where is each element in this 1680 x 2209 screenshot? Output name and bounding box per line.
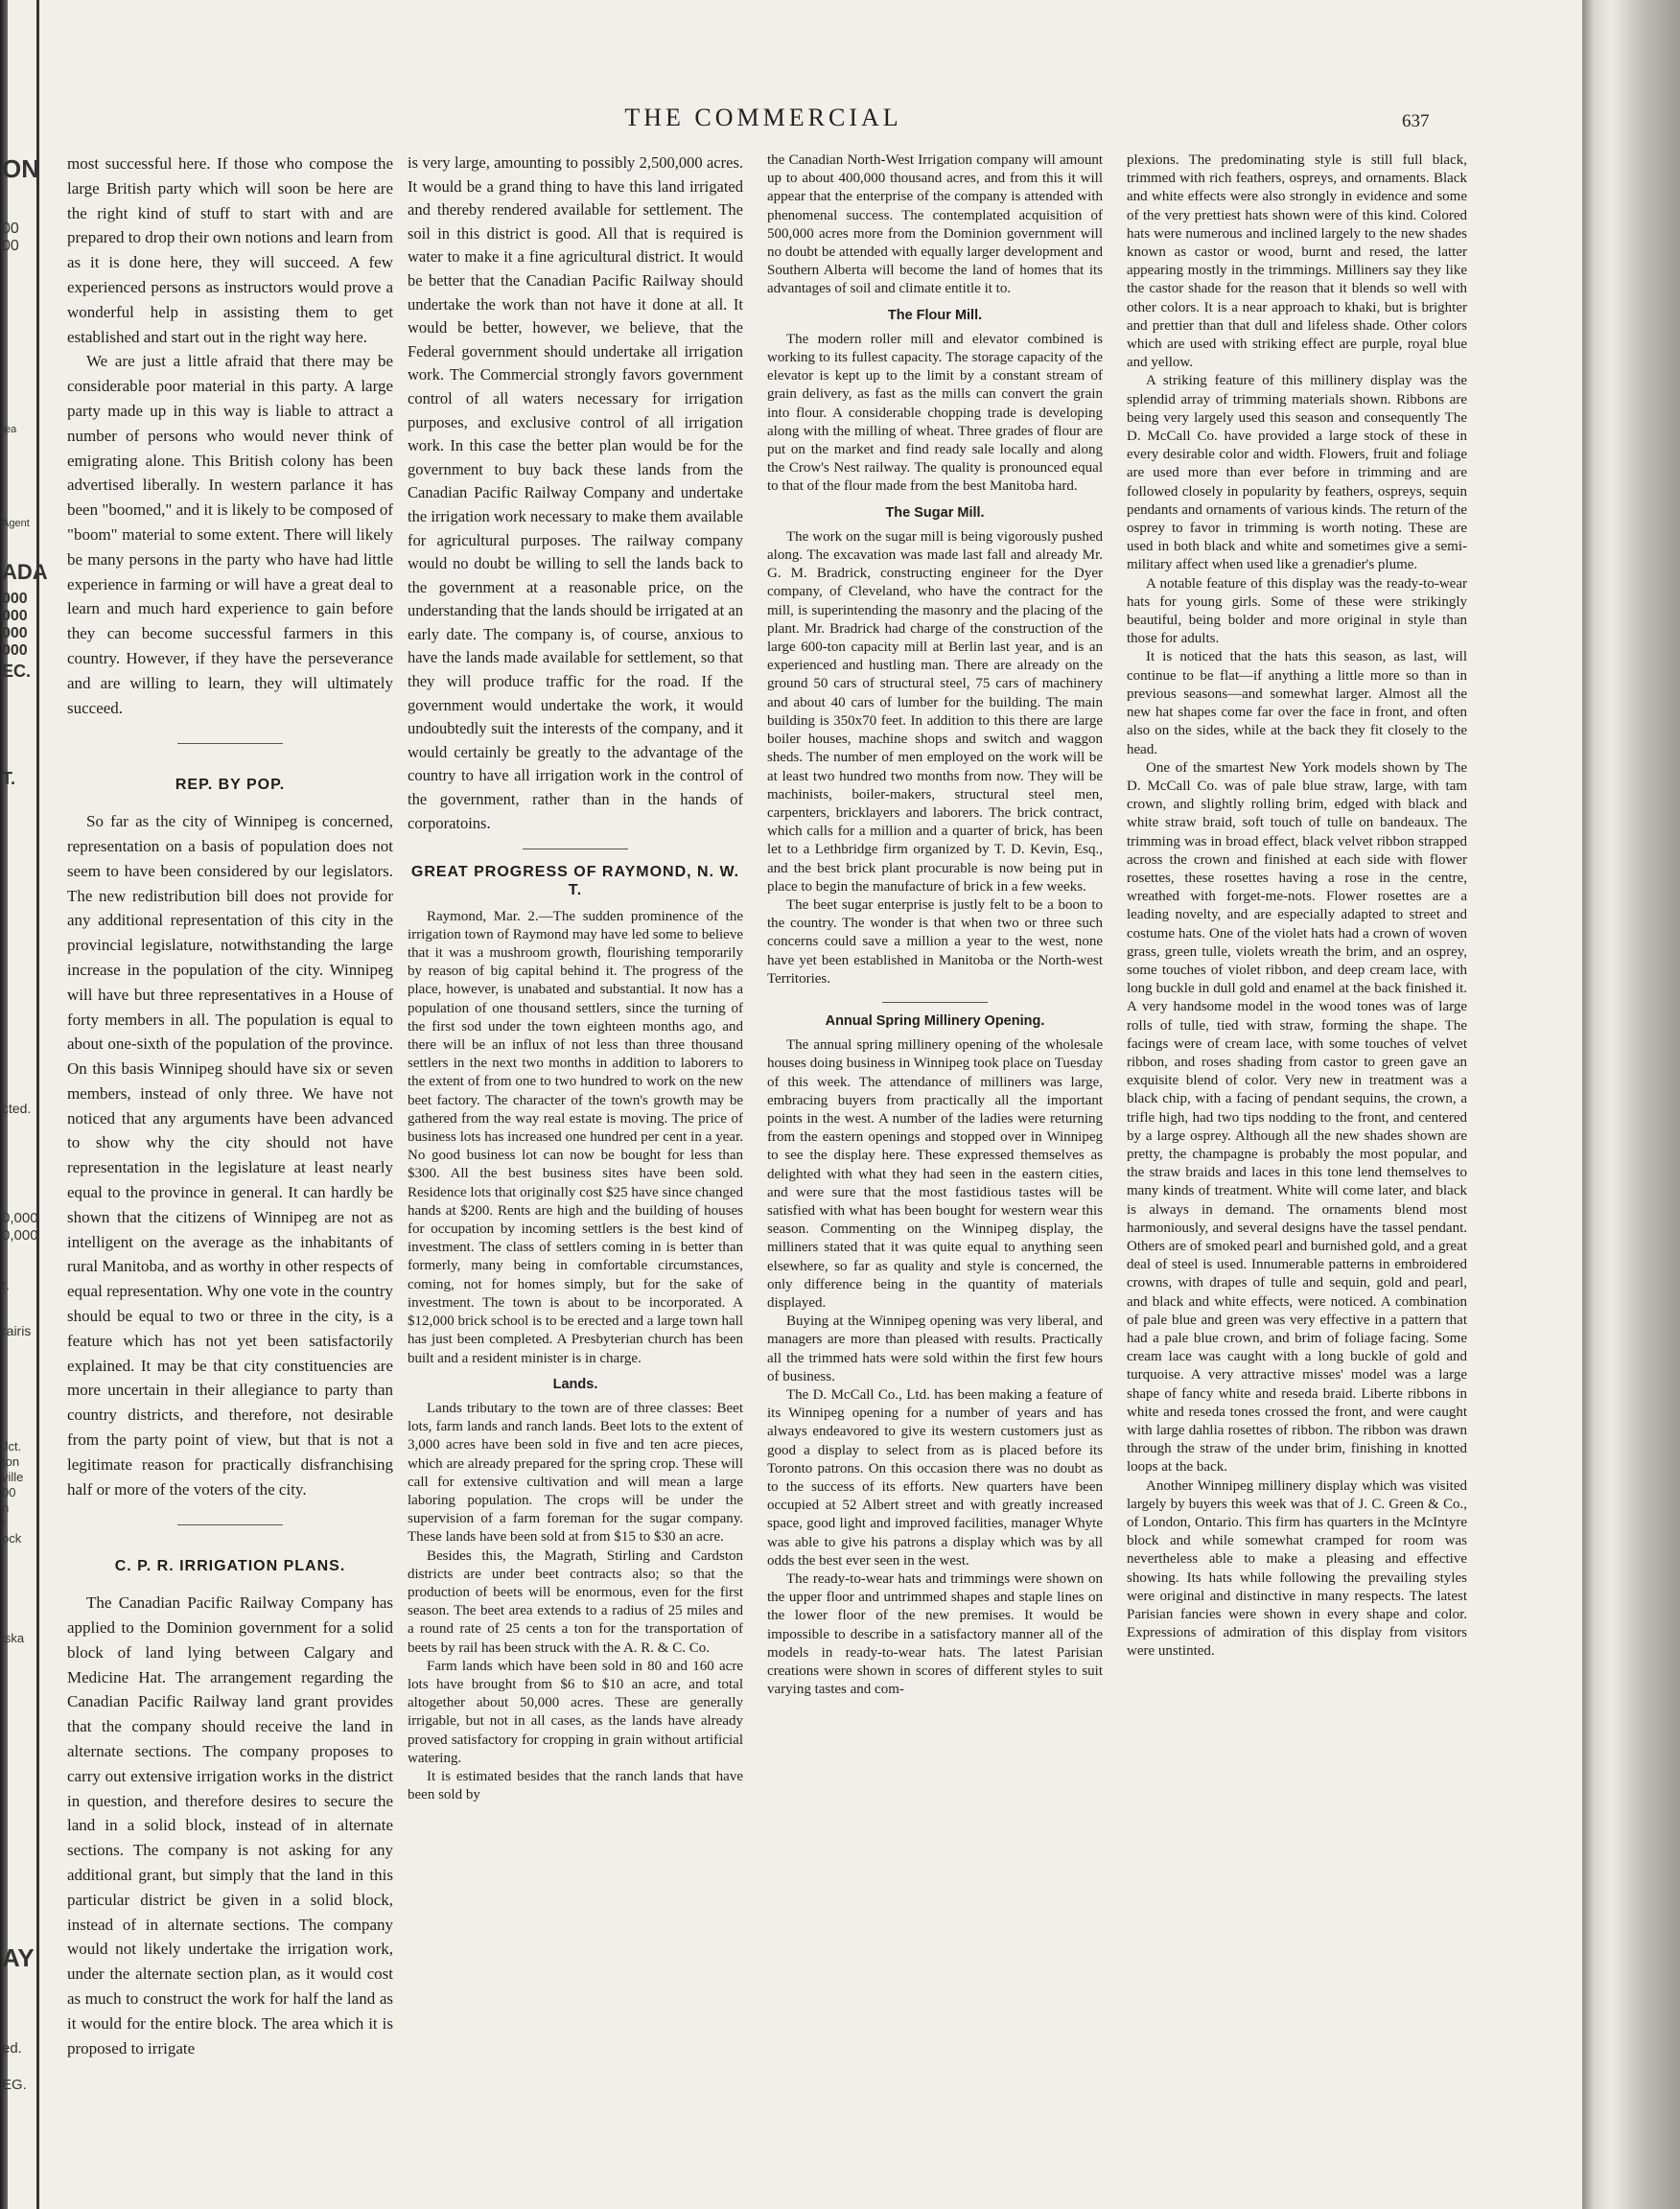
article-paragraph: A striking feature of this millinery display was the splendid array of trimming materials shown. Ribbons are being very largely used this season and consequently The D. McCall Co. have provided a large stock of these in every desirable color and width. Flowers, fruit and foliage are used more than ever before in trimming and are followed closely in popularity by feathers, ospreys, sequin pendants and ornaments of various kinds. The return of the osprey to favor in trimming is worth noting. These are used in both black and white and sometimes give a semi-military affect when used like a grenadier's plume. (1127, 373, 1467, 573)
article-headline: GREAT PROGRESS OF RAYMOND, N. W. T. (410, 864, 740, 899)
margin-fragment: 000 (2, 625, 28, 641)
article-paragraph: The D. McCall Co., Ltd. has been making a feature of its Winnipeg opening for a number of years and has always endeavored to give its western customers just as good a display to select from as is placed before its Toronto patrons. On this occasion there was no doubt as to the success of its efforts. New quarters have been occupied at 52 Albert street and with greatly increased space, good light and improved facilities, manager Whyte was able to give his patrons a display which was by all odds the best ever seen in the west. (767, 1387, 1103, 1569)
margin-fragment: 000 (2, 608, 28, 624)
article-paragraph: The annual spring millinery opening of the wholesale houses doing business in Winnipeg took place on Tuesday of this week. The attendance of milliners was large, embracing buyers from practically all the important points in the west. A number of the ladies were returning from the eastern openings and stopped over in Winnipeg to see the display here. These expressed themselves as delighted with what they had seen in the eastern cities, and were sure that the most fastidious tastes will be satisfied with what has been bought for western wear this season. Commenting on the Winnipeg display, the milliners stated that it was quite equal to anything seen elsewhere, so far as quality and style is concerned, the only difference being in the quantity of materials displayed. (767, 1037, 1103, 1311)
page-number: 637 (1402, 111, 1430, 131)
masthead: THE COMMERCIAL (624, 104, 902, 131)
margin-fragment: 0,000 (2, 1227, 38, 1244)
margin-fragment: tea (2, 424, 17, 435)
margin-fragment: Jct. (2, 1439, 22, 1453)
article-paragraph: Raymond, Mar. 2.—The sudden prominence of the irrigation town of Raymond may have led some to believe that it was a mushroom growth, flourishing temporarily by reason of big capital behind it. The progress of the place, however, is unabated and substantial. It now has a population of one thousand settlers, since the turning of the first sod under the town eighteen months ago, and there will be an influx of not less than three thousand settlers in the next two months in addition to laborers to the extent of from one to two hundred to work on the new beet factory. The character of the town's growth may be gathered from the way real estate is moving. The price of business lots has increased one hundred per cent in a year. No good business lot can now be bought for less than $300. All the best business sites have been sold. Residence lots that originally cost $25 have since changed hands at $200. Rents are high and the building of houses for occupation by incoming settlers is the best kind of investment. The class of settlers coming in is better than formerly, many being in comfortable circumstances, coming, not for homes simply, but for the sake of investment. The town is about to be incorporated. A $12,000 brick school is to be erected and a large town hall has just been completed. A Presbyterian church has been built and a resident minister is in charge. (408, 908, 743, 1366)
margin-fragment: n (2, 1500, 10, 1515)
margin-fragment: iska (2, 1631, 25, 1645)
column-1 (67, 151, 393, 2189)
article-paragraph: It is estimated besides that the ranch lands that have been sold by (408, 1768, 743, 1803)
margin-fragment: ock (2, 1531, 22, 1546)
margin-fragment: r (2, 1516, 7, 1530)
article-paragraph: The modern roller mill and elevator combined is working to its fullest capacity. The storage capacity of the elevator is kept up to the limit by a constant stream of grain delivery, as fast as the mills can convert the grain into flour. A considerable chopping trade is developing along with the milling of wheat. Three grades of flour are put on the market and find ready sale locally and along the Crow's Nest railway. The quality is pronounced equal to that of the flour made from the best Manitoba hard. (767, 331, 1103, 495)
article-paragraph: most successful here. If those who compose the large British party which will soon be here are the right kind of stuff to start with and are prepared to drop their own notions and learn from as it is done here, they will succeed. A few experienced persons as instructors would prove a wonderful help in assisting them to get established and start out in the right way here. (67, 154, 393, 346)
article-paragraph: We are just a little afraid that there may be considerable poor material in this party. A large party made up in this way is liable to attract a number of persons who would never think of emigrating alone. This British colony has been advertised liberally. In western parlance it has been "boomed," and it is likely to be composed of "boom" material to some extent. There will likely be many persons in the party who have had little experience in farming or will have a great deal to learn and much hard experience to gain before they can become successful farmers in this country. However, if they have the perseverance and are willing to learn, they will ultimately succeed. (67, 352, 393, 717)
section-divider (177, 743, 283, 744)
article-paragraph: Lands tributary to the town are of three classes: Beet lots, farm lands and ranch lands. Beet lots to the extent of 3,000 acres have been sold in five and ten acre pieces, which are already prepared for the spring crop. These will call for extensive cultivation and will mean a large laboring population. The crops will be under the supervision of a farm foreman for the sugar company. These lands have been sold at from $15 to $30 an acre. (408, 1400, 743, 1546)
margin-fragment: rairis (2, 1323, 32, 1338)
article-paragraph: Farm lands which have been sold in 80 and 160 acre lots have brought from $6 to $10 an acre, and total altogether about 50,000 acres. These are generally irrigable, but not in all cases, as the lands have already proved satisfactory for cropping in grain without artificial watering. (408, 1658, 743, 1766)
margin-fragment: Agent (2, 518, 30, 529)
left-margin-fragments (0, 115, 48, 2209)
margin-fragment: AY (2, 1943, 35, 1972)
margin-fragment: EG. (2, 2077, 27, 2093)
margin-fragment: ed. (2, 2040, 22, 2057)
column-4 (1127, 151, 1467, 2189)
article-headline: C. P. R. IRRIGATION PLANS. (114, 1558, 346, 1575)
article-paragraph: plexions. The predominating style is still full black, trimmed with rich feathers, ospreys, and ornaments. Black and white effects were also strongly in evidence and some of the very prettiest hats shown were of this kind. Colored hats were numerous and inclined largely to the new shades known as castor or wood, burnt and resed, the latter appearing mostly in the trimmings. Milliners say they like the castor shade for the reason that it blends so well with other colors. It is a near approach to khaki, but is brighter and prettier than that dull and lifeless shade. Other colors which are used with striking effect are purple, royal blue and yellow. (1127, 152, 1467, 371)
gutter-rule (36, 0, 39, 2209)
article-paragraph: It is noticed that the hats this season, as last, will continue to be flat—if anything a little more so than in previous seasons—and somewhat larger. Almost all the new hat shapes come far over the face in front, and often also on the sides, while at the back they fit closely to the head. (1127, 649, 1467, 757)
margin-fragment: ville (2, 1470, 24, 1484)
article-paragraph: One of the smartest New York models shown by The D. McCall Co. was of pale blue straw, large, with tam crown, and slightly rolling brim, edged with black and white straw braid, soft touch of tulle on bandeaux. The trimming was in broad effect, black velvet ribbon strapped across the crown and finished at each side with flower rosettes, these rosettes having a rose in the centre, wreathed with forget-me-nots. Flower rosettes are a leading novelty, and are especially adapted to street and costume hats. One of the violet hats had a crown of woven grass, green tulle, violets wreath the brim, and an osprey, some touches of violet ribbon, and deep cream lace, with long buckle in dull gold and enamel at the back finished it. A very handsome model in the wood tones was of large rolls of tulle, tied with straw, forming the shape. The facings were of cream lace, with some touches of velvet ribbon, and roses shading from castor to green gave an exquisite blend of color. Very new in treatment was a black chip, with a facing of pendant sequins, the crown, a trifle high, had two tips nodding to the front, and centered by a large osprey. Although all the new shades shown are pretty, the champagne is probably the most popular, and the straw braids and laces in this tone lend themselves to many kinds of treatment. White will come later, and black is always in demand. The ornaments blend most harmoniously, and several designs have the tassel pendant. Others are of smoked pearl and burnished gold, and a great deal of steel is used. Innumerable patterns in embroidered crowns, with drapes of tulle and sequin, gold and pearl, and black and white effects, were noticed. A combination of pale blue and green was very effective in a pattern that had a pale blue crown, and brim of foliage facing. Some cream lace was caught with a long buckle of gold and turquoise. A very attractive misses' model was a large shape of fancy white and reseda braid. Liberte ribbons in white and reseda tones crossed the front, and were caught with large dahlia rosettes of ribbon. The ribbon was drawn through the straw of the under brim, finishing in knotted loops at the back. (1127, 759, 1467, 1476)
margin-fragment: EC. (2, 662, 32, 681)
article-paragraph: The ready-to-wear hats and trimmings were shown on the upper floor and untrimmed shapes and staple lines on the lower floor of the new premises. It would be impossible to describe in a satisfactory manner all of the models in ready-to-wear hats. The latest Parisian creations were shown in scores of different styles to suit varying tastes and com- (767, 1571, 1103, 1698)
article-paragraph: The Canadian Pacific Railway Company has applied to the Dominion government for a solid block of land lying between Calgary and Medicine Hat. The arrangement regarding the Canadian Pacific Railway land grant provides that the company should receive the land in alternate sections. The company proposes to carry out extensive irrigation works in the district in question, and therefore desires to secure the land in a solid block, instead of in alternate sections. The company is not asking for any additional grant, but simply that the land in this particular district be given in a solid block, instead of in alternate sections. The company would not likely undertake the irrigation work, under the alternate section plan, as it would cost as much to construct the work for half the land as it would for the entire block. The area which it is proposed to irrigate (67, 1593, 393, 2058)
margin-fragment: ON (2, 154, 39, 183)
article-paragraph: The beet sugar enterprise is justly felt to be a boon to the country. The wonder is that when two or three such concerns could save a million a year to the west, none have yet been established in Manitoba or the North-west Territories. (767, 896, 1103, 987)
article-paragraph: the Canadian North-West Irrigation company will amount up to about 400,000 thousand acres, and from this it will appear that the enterprise of the company is attended with phenomenal success. The contemplated acquisition of 500,000 acres more from the Dominion government will no doubt be attended with equally larger development and Southern Alberta will become the land of homes that its advantages of soil and climate entitle it to. (767, 152, 1103, 297)
column-3 (767, 151, 1103, 2189)
margin-fragment: 000 (2, 591, 28, 607)
margin-fragment: cted. (2, 1101, 32, 1116)
margin-fragment: 00 (2, 238, 19, 254)
article-subhead: The Sugar Mill. (885, 504, 985, 521)
column-2 (408, 151, 743, 2189)
article-paragraph: The work on the sugar mill is being vigorously pushed along. The excavation was made last fall and already Mr. G. M. Bradrick, constructing engineer for the Dyer company, of Cleveland, who have the contract for the mill, is superintending the masonry and the placing of the plant. Mr. Bradrick had charge of the construction of the large 600-ton capacity mill at Berlin last year, and is an experienced and hustling man. There are already on the ground 50 cars of structural steel, 75 cars of machinery and about 40 cars of lumber for the building. The main building is 350x70 feet. In addition to this there are large boiler houses, machine shops and switch and waggon sheds. The number of men employed on the work will be at least two hundred two months from now. They will be machinists, boiler-makers, structural steel men, carpenters, bricklayers and laborers. The brick contract, which calls for a million and a quarter of brick, has been let to a Lethbridge firm organized by T. D. Kevin, Esq., and the best brick plant procurable is now being put in place to begin the manufacture of brick in a few weeks. (767, 528, 1103, 895)
section-divider (177, 1524, 283, 1525)
article-paragraph: Buying at the Winnipeg opening was very liberal, and managers are more than pleased with results. Practically all the trimmed hats were sold within the first few hours of business. (767, 1314, 1103, 1384)
margin-fragment: T. (2, 769, 16, 788)
article-headline: Annual Spring Millinery Opening. (825, 1012, 1045, 1029)
margin-fragment: 0,000 (2, 1210, 38, 1226)
article-paragraph: So far as the city of Winnipeg is concerned, representation on a basis of population does not seem to have been considered by our legislators. The new redistribution bill does not provide for any additional representation of this city in the provincial legislature, notwithstanding the large increase in the population of the city. Winnipeg will have but three representatives in a House of forty members in all. The population is equal to about one-sixth of the population of the province. On this basis Winnipeg should have six or seven members, instead of only three. We have not noticed that any arguments have been advanced to show why the city should not have representation in the legislature at least nearly equal to the province in general. It can hardly be shown that the citizens of Winnipeg are not as intelligent on the average as the inhabitants of rural Manitoba, and as worthy in other respects of equal representation. Why one vote in the country should be equal to two or three in the city, is a feature which has not yet been satisfactorily explained. It may be that city constituencies are more uncertain in their allegiance to party than country districts, and therefore, not desirable from the party point of view, but that is not a legitimate reason for practically disfranchising half or more of the voters of the city. (67, 812, 393, 1499)
article-paragraph: A notable feature of this display was the ready-to-wear hats for young girls. Some of these were strikingly beautiful, being bolder and more original in style than those for adults. (1127, 575, 1467, 647)
article-subhead: The Flour Mill. (887, 307, 983, 323)
article-paragraph: Another Winnipeg millinery display which was visited largely by buyers this week was that of J. C. Green & Co., of London, Ontario. This firm has quarters in the McIntyre block and while somewhat cramped for room was nevertheless able to make a pleasing and effective showing. Its hats while following the prevailing styles were original and distinctive in many respects. The latest Parisian fancies were shown in every shape and color. Expressions of admiration of this display from visitors were unstinted. (1127, 1477, 1467, 1660)
article-paragraph: Besides this, the Magrath, Stirling and Cardston districts are under beet contracts also; so that the production of beets will be enormous, even for the first season. The beet area extends to a radius of 25 miles and a round rate of 25 cents a ton for the transportation of beets by rail has been struck with the A. R. & C. Co. (408, 1547, 743, 1656)
margin-fragment: 00 (2, 221, 19, 237)
article-subhead: Lands. (552, 1376, 598, 1392)
margin-fragment: ton (2, 1454, 20, 1469)
section-divider (882, 1002, 988, 1003)
page-stack-edge (1582, 0, 1680, 2209)
margin-fragment: r. (2, 1277, 10, 1292)
margin-fragment: 00 (2, 1485, 16, 1500)
article-paragraph: is very large, amounting to possibly 2,500,000 acres. It would be a grand thing to have this land irrigated and thereby rendered available for settlement. The soil in this district is good. All that is required is water to make it a fine agricultural district. It would be better that the Canadian Pacific Railway should undertake the work than not have it done at all. It would be better, however, we believe, that the Federal government should undertake all irrigation work. The Commercial strongly favors government control of all waters necessary for irrigation purposes, and exclusive control of all irrigation work. In this case the better plan would be for the government to buy back these lands from the Canadian Pacific Railway Company and undertake the irrigation work necessary to make them available for agricultural purposes. The railway company would no doubt be willing to sell the lands back to the government at a reasonable price, on the understanding that the lands should be irrigated at an early date. The company is, of course, anxious to have the lands made available for settlement, so that they will produce traffic for the road. If the government would undertake the work, it would undoubtedly suit the interests of the company, and it would certainly be greatly to the advantage of the country to have all irrigation work in the control of the government, rather than in the hands of corporatoins. (408, 153, 743, 832)
margin-fragment: 000 (2, 642, 28, 659)
article-headline: REP. BY POP. (175, 777, 286, 794)
margin-fragment: ADA (2, 560, 48, 584)
